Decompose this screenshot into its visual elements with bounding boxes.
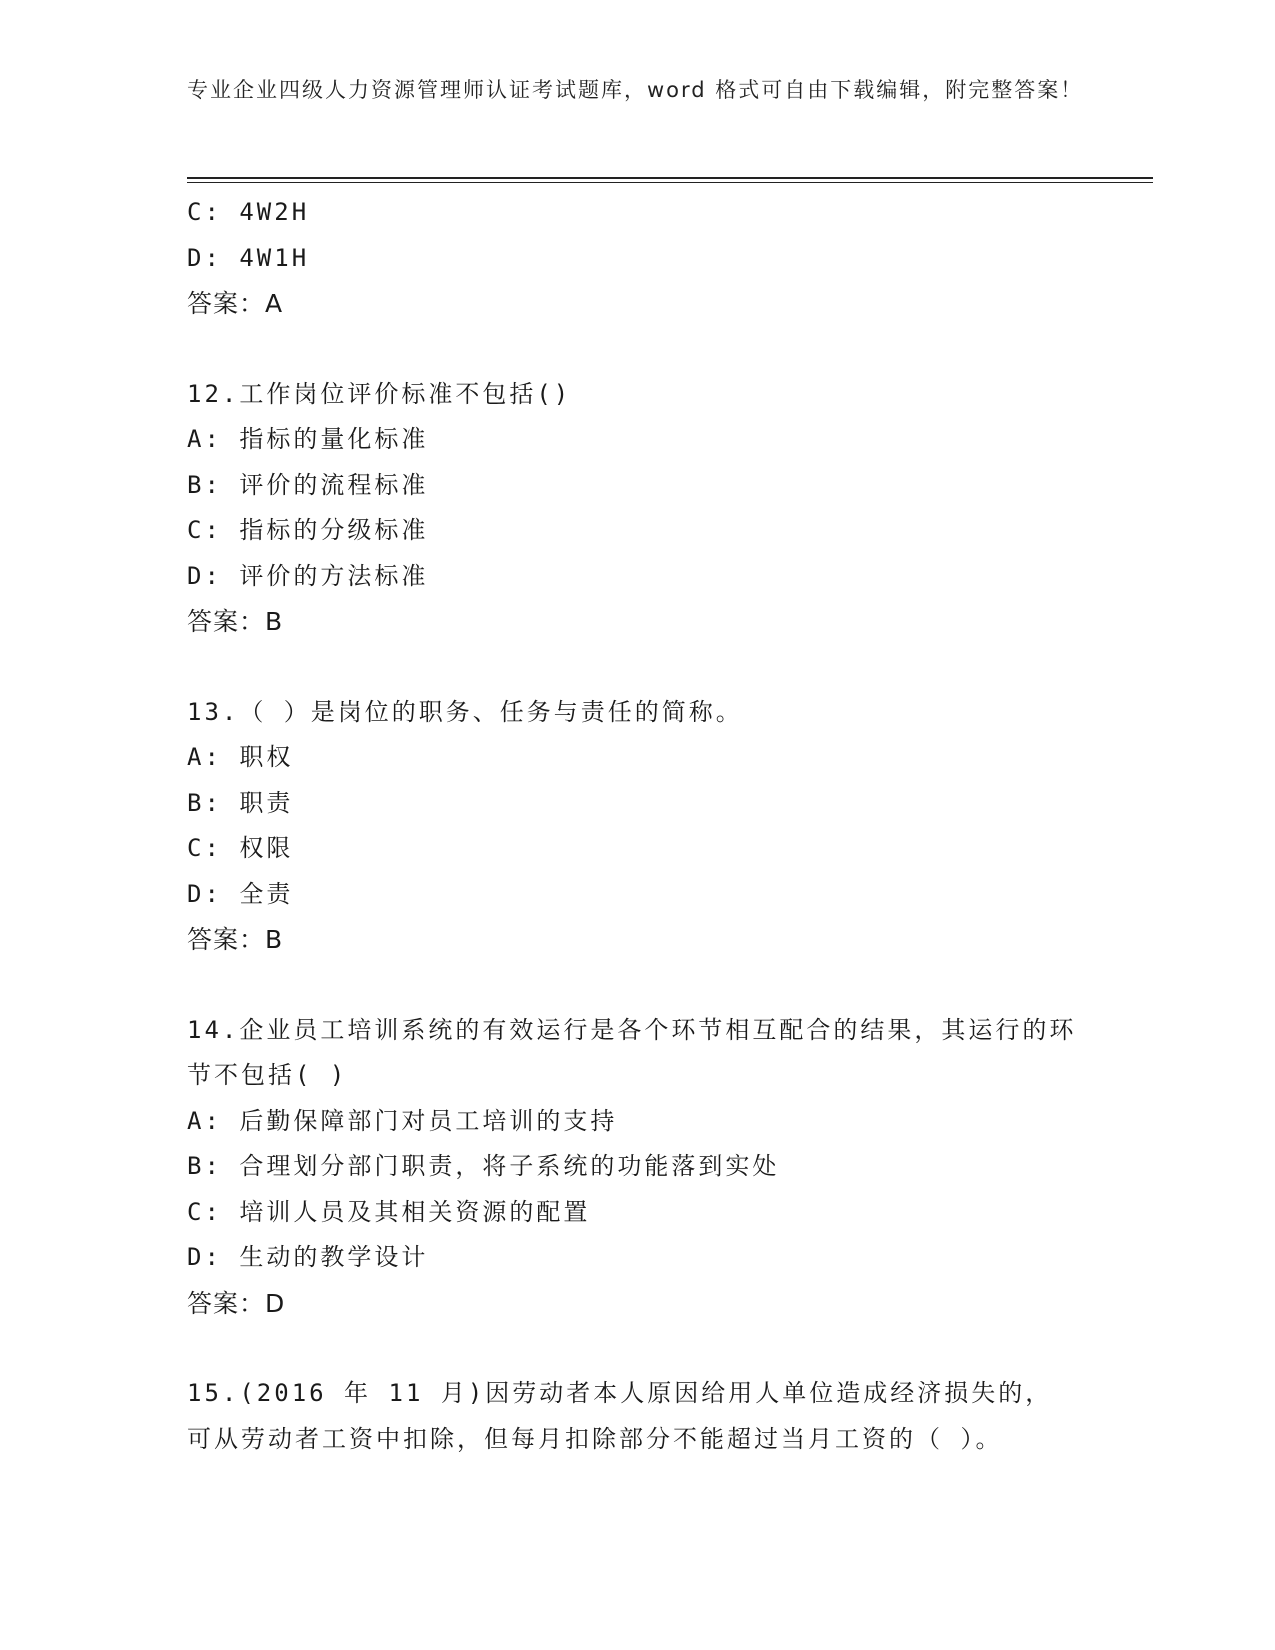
option-line: C: 权限 (187, 834, 294, 862)
question-stem: 12.工作岗位评价标准不包括() (187, 379, 572, 408)
answer-line: 答案：B (187, 607, 284, 636)
option-line: B: 评价的流程标准 (187, 470, 429, 499)
question-spacer (187, 645, 1087, 690)
option-line: A: 指标的量化标准 (187, 425, 429, 453)
page-header: 专业企业四级人力资源管理师认证考试题库，word 格式可自由下载编辑，附完整答案！ (187, 78, 1084, 102)
option-line: B: 合理划分部门职责，将子系统的功能落到实处 (187, 1152, 780, 1180)
answer-line: 答案：A (187, 289, 284, 318)
option-line: D: 评价的方法标准 (187, 561, 429, 590)
question-spacer (187, 327, 1087, 372)
question-stem: 15.(2016 年 11 月)因劳动者本人原因给用人单位造成经济损失的，可从劳动者工资中扣除，但每月扣除部分不能超过当月工资的（ ）。 (187, 1379, 1053, 1453)
question-spacer (187, 963, 1087, 1008)
question-stem: 14.企业员工培训系统的有效运行是各个环节相互配合的结果，其运行的环节不包括( ) (187, 1015, 1077, 1089)
option-line: A: 职权 (187, 743, 294, 771)
option-line: D: 4W1H (187, 243, 310, 272)
option-line: C: 指标的分级标准 (187, 516, 429, 544)
answer-line: 答案：B (187, 925, 284, 954)
option-line: B: 职责 (187, 788, 294, 817)
option-line: C: 4W2H (187, 198, 310, 226)
header-divider-thin (187, 182, 1153, 183)
option-line: C: 培训人员及其相关资源的配置 (187, 1197, 591, 1226)
option-line: A: 后勤保障部门对员工培训的支持 (187, 1106, 618, 1135)
question-spacer (187, 1326, 1087, 1371)
question-content (187, 190, 1087, 1462)
option-line: D: 生动的教学设计 (187, 1243, 429, 1271)
option-line: D: 全责 (187, 879, 294, 908)
header-divider-thick (187, 177, 1153, 179)
question-stem: 13.（ ）是岗位的职务、任务与责任的简称。 (187, 697, 743, 726)
answer-line: 答案：D (187, 1288, 286, 1318)
